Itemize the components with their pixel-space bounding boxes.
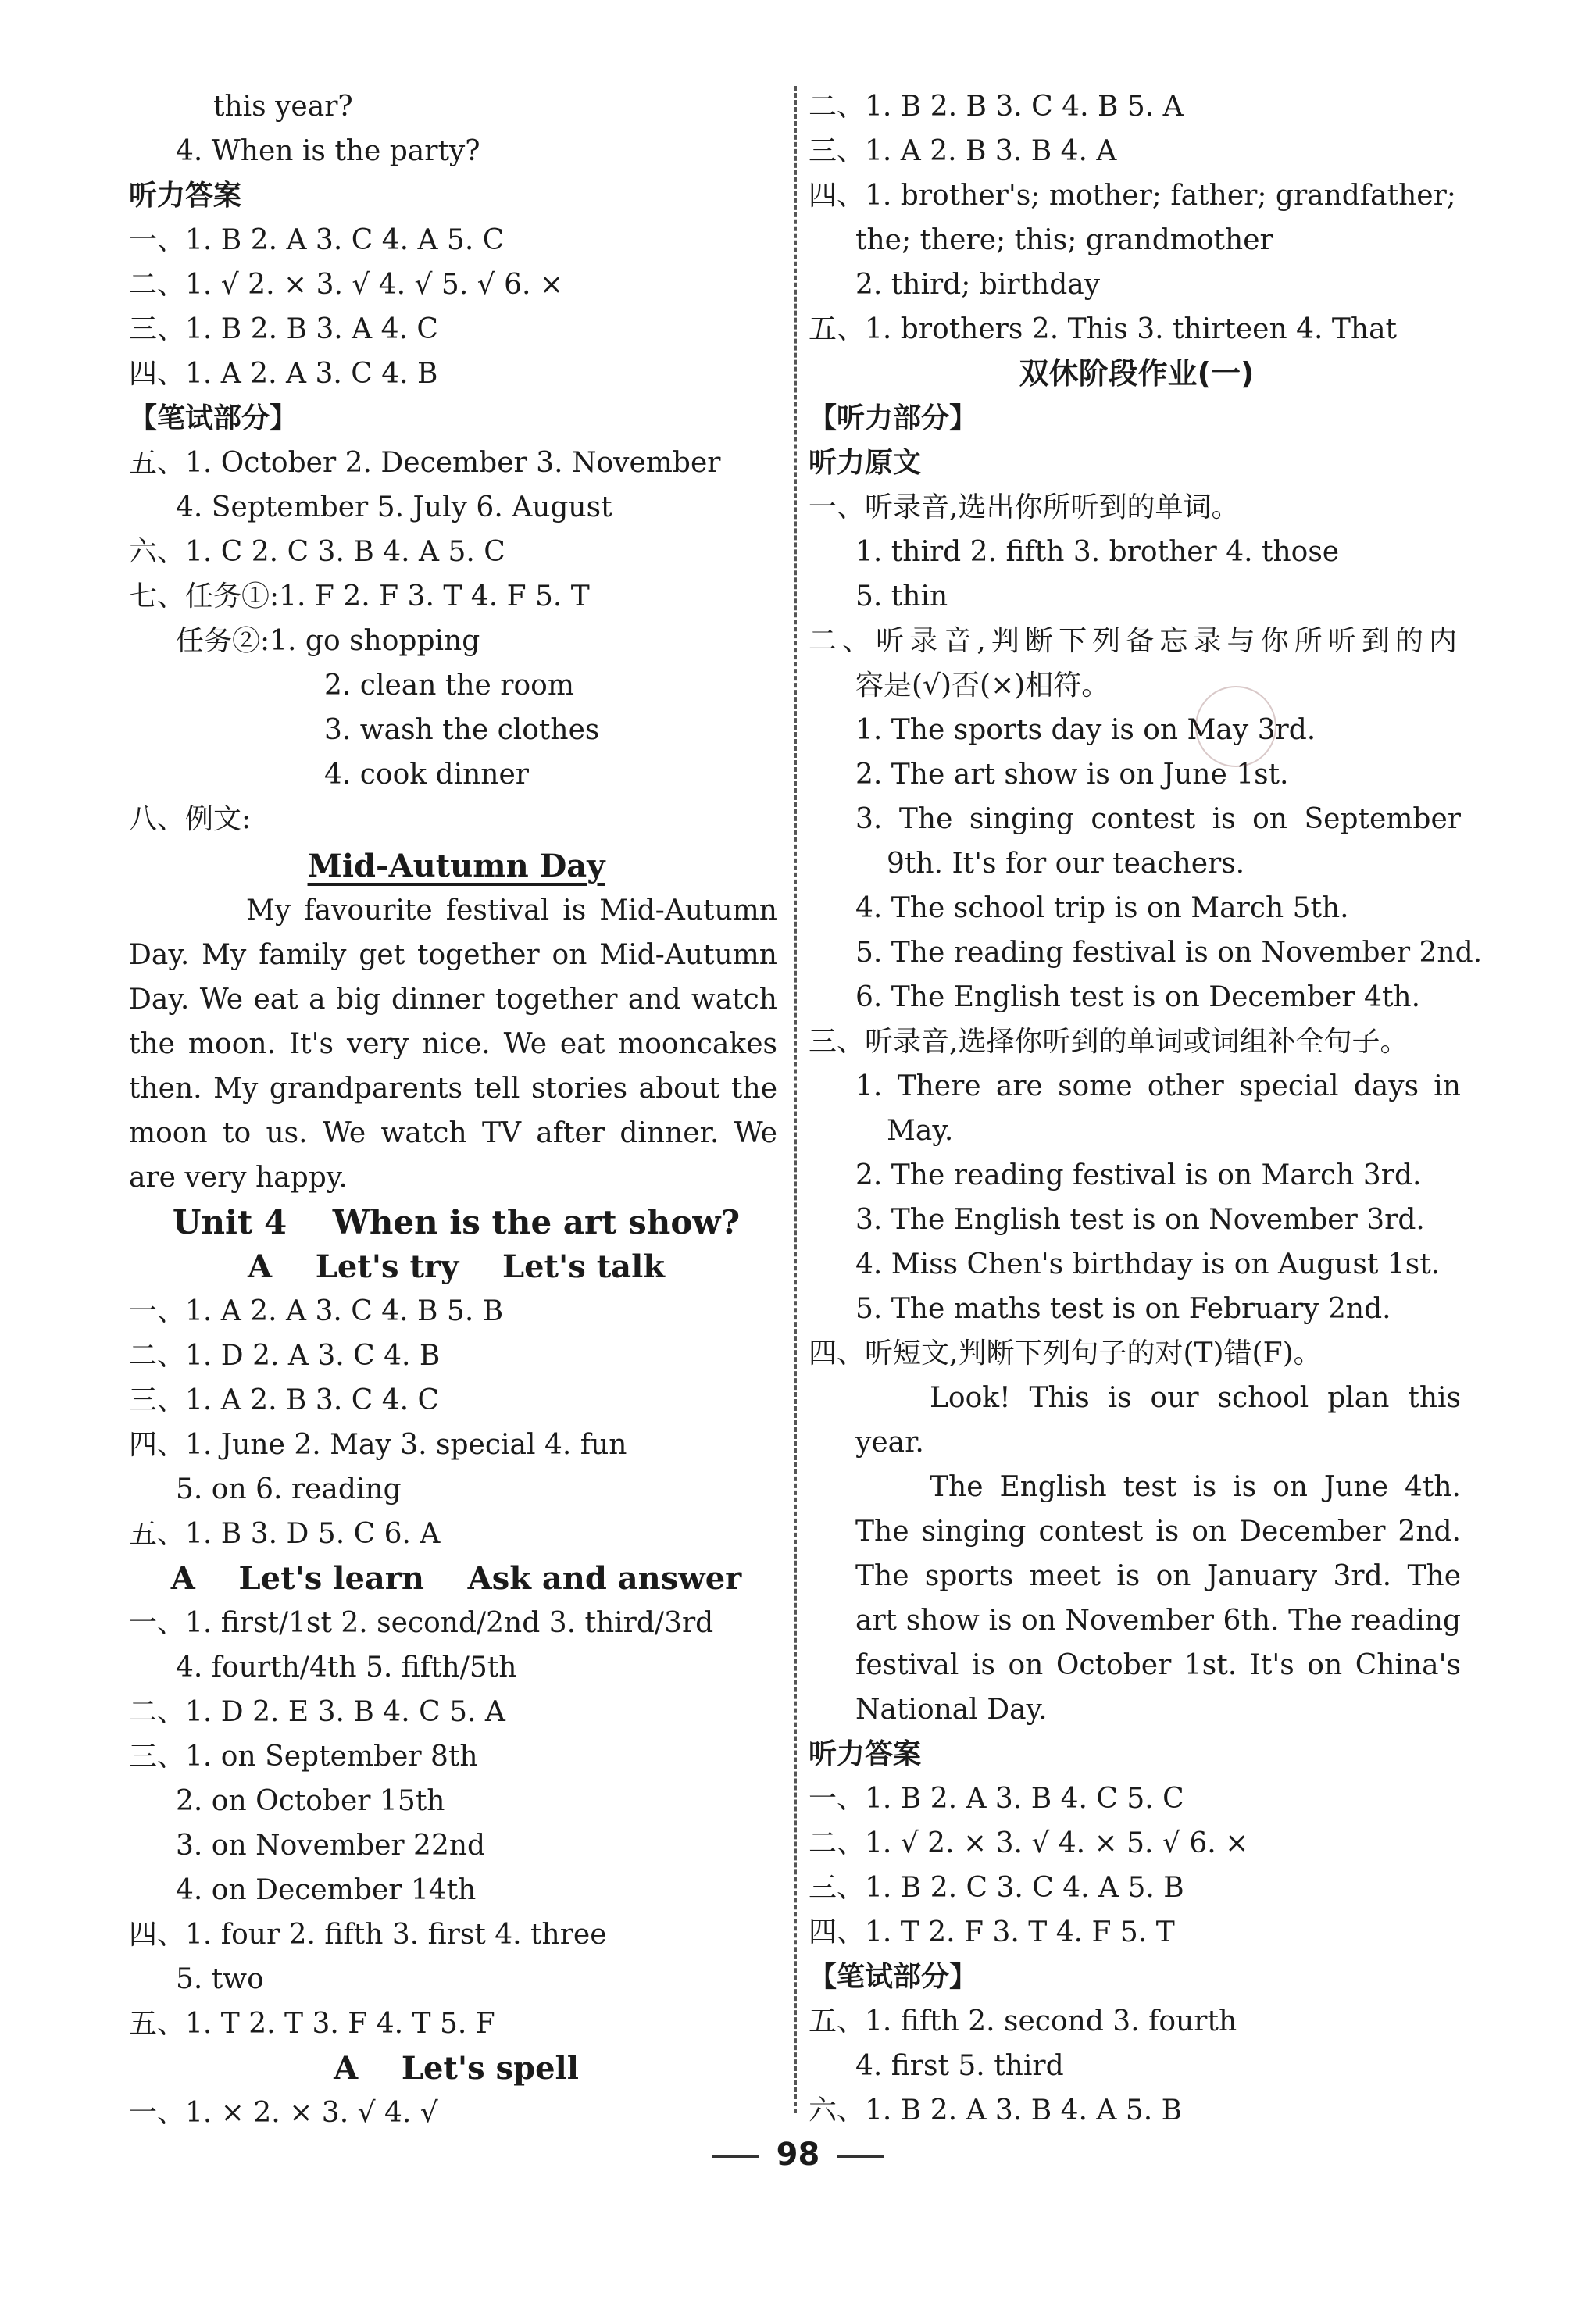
answer-line: 5. two [176,1963,264,1995]
answer-line: 一、1. B 2. A 3. C 4. A 5. C [129,224,505,256]
script-line: 4. Miss Chen's birthday is on August 1st. [855,1248,1441,1280]
section-heading: 【笔试部分】 [129,402,298,434]
answer-line: 五、1. T 2. T 3. F 4. T 5. F [129,2008,495,2040]
answer-line: 三、1. A 2. B 3. C 4. C [129,1384,440,1416]
answer-line: 任务②:1. go shopping [176,625,480,657]
essay-line: moon to us. We watch TV after dinner. We [129,1117,777,1149]
script-line: 3. The singing contest is on September [855,803,1461,835]
page-number-text: 98 [776,2137,820,2173]
passage-line: art show is on November 6th. The reading [855,1605,1461,1637]
essay-line: are very happy. [129,1162,348,1194]
script-line: May. [887,1115,954,1147]
answer-line: 四、1. T 2. F 3. T 4. F 5. T [809,1916,1175,1948]
question-line: 容是(√)否(×)相符。 [855,670,1110,702]
answer-line: 2. on October 15th [176,1785,445,1817]
dash-left [712,2155,759,2158]
question-line: 一、听录音,选出你所听到的单词。 [809,491,1240,523]
unit-title: Unit 4 When is the art show? [172,1203,741,1241]
answer-line: 一、1. × 2. × 3. √ 4. √ [129,2097,438,2129]
answer-line: 一、1. A 2. A 3. C 4. B 5. B [129,1295,504,1327]
section-heading: 【笔试部分】 [809,1961,978,1993]
homework-title: 双休阶段作业(一) [1019,356,1255,391]
answer-line: 八、例文: [129,803,252,835]
passage-line: Look! This is our school plan this [930,1382,1461,1414]
answer-line: 四、1. four 2. fifth 3. first 4. three [129,1919,607,1951]
section-title: A Let's learn Ask and answer [170,1560,742,1597]
script-line: 1. The sports day is on May 3rd. [855,714,1316,746]
section-title: A Let's spell [334,2050,579,2087]
answer-line: 三、1. B 2. B 3. A 4. C [129,313,438,345]
answer-line: 4. first 5. third [855,2050,1064,2082]
faint-stamp [1195,686,1276,767]
script-line: 3. The English test is on November 3rd. [855,1204,1425,1236]
answer-line: 二、1. B 2. B 3. C 4. B 5. A [809,91,1184,123]
section-title: A Let's try Let's talk [247,1248,666,1285]
column-divider [794,86,797,2113]
answer-line: 2. clean the room [324,670,574,702]
answer-line: 五、1. brothers 2. This 3. thirteen 4. That [809,313,1398,345]
script-line: 5. The maths test is on February 2nd. [855,1293,1391,1325]
passage-line: The English test is is on June 4th. [930,1471,1461,1503]
answer-line: 七、任务①:1. F 2. F 3. T 4. F 5. T [129,580,590,612]
answer-line: 四、1. A 2. A 3. C 4. B [129,358,438,390]
text-line: this year? [213,91,353,123]
section-heading: 【听力部分】 [809,402,978,434]
script-line: 1. third 2. fifth 3. brother 4. those [855,536,1340,568]
script-line: 2. The reading festival is on March 3rd. [855,1159,1422,1191]
answer-line: 六、1. C 2. C 3. B 4. A 5. C [129,536,505,568]
essay-line: My favourite festival is Mid-Autumn [246,895,777,927]
answer-line: 4. September 5. July 6. August [176,491,612,523]
answer-line: 一、1. first/1st 2. second/2nd 3. third/3rd [129,1607,714,1639]
answer-line: 3. wash the clothes [324,714,600,746]
section-heading: 听力原文 [809,447,922,479]
answer-line: 六、1. B 2. A 3. B 4. A 5. B [809,2094,1183,2127]
passage-line: The sports meet is on January 3rd. The [855,1560,1461,1592]
essay-line: the moon. It's very nice. We eat mooncakes [129,1028,777,1060]
answer-line: 五、1. B 3. D 5. C 6. A [129,1518,441,1550]
answer-line: 二、1. √ 2. × 3. √ 4. √ 5. √ 6. × [129,269,564,301]
question-line: 三、听录音,选择你听到的单词或词组补全句子。 [809,1026,1409,1058]
answer-line: the; there; this; grandmother [855,224,1273,256]
script-line: 2. The art show is on June 1st. [855,759,1289,791]
essay-title: Mid-Autumn Day [307,848,605,884]
answer-line: 二、1. D 2. A 3. C 4. B [129,1340,441,1372]
question-line: 二、听录音,判断下列备忘录与你所听到的内 [809,625,1457,657]
essay-line: Day. My family get together on Mid-Autumn [129,939,777,971]
answer-line: 4. fourth/4th 5. fifth/5th [176,1652,517,1684]
answer-line: 二、1. D 2. E 3. B 4. C 5. A [129,1696,505,1728]
answer-line: 三、1. on September 8th [129,1741,478,1773]
essay-line: then. My grandparents tell stories about the [129,1073,777,1105]
answer-line: 2. third; birthday [855,269,1101,301]
answer-line: 4. cook dinner [324,759,530,791]
text-line: 4. When is the party? [176,135,480,167]
passage-line: The singing contest is on December 2nd. [855,1516,1461,1548]
section-heading: 听力答案 [809,1738,922,1770]
script-line: 5. thin [855,580,948,612]
dash-right [837,2155,884,2158]
answer-line: 三、1. A 2. B 3. B 4. A [809,135,1117,167]
answer-line: 三、1. B 2. C 3. C 4. A 5. B [809,1872,1184,1904]
script-line: 6. The English test is on December 4th. [855,981,1421,1013]
section-heading: 听力答案 [129,180,242,212]
script-line: 1. There are some other special days in [855,1070,1461,1102]
question-line: 四、听短文,判断下列句子的对(T)错(F)。 [809,1337,1322,1369]
passage-line: National Day. [855,1694,1048,1726]
answer-line: 二、1. √ 2. × 3. √ 4. × 5. √ 6. × [809,1827,1249,1859]
script-line: 5. The reading festival is on November 2nd. [855,937,1483,969]
answer-line: 五、1. fifth 2. second 3. fourth [809,2005,1237,2037]
essay-line: Day. We eat a big dinner together and watch [129,984,777,1016]
answer-line: 四、1. June 2. May 3. special 4. fun [129,1429,627,1461]
answer-line: 3. on November 22nd [176,1830,486,1862]
answer-line: 五、1. October 2. December 3. November [129,447,721,479]
passage-line: year. [855,1427,924,1459]
answer-line: 一、1. B 2. A 3. B 4. C 5. C [809,1783,1184,1815]
script-line: 4. The school trip is on March 5th. [855,892,1349,924]
answer-line: 4. on December 14th [176,1874,477,1906]
page-number [0,2137,1596,2173]
passage-line: festival is on October 1st. It's on China's [855,1649,1461,1681]
answer-line: 5. on 6. reading [176,1473,402,1505]
answer-line: 四、1. brother's; mother; father; grandfather; [809,180,1456,212]
script-line: 9th. It's for our teachers. [887,848,1245,880]
